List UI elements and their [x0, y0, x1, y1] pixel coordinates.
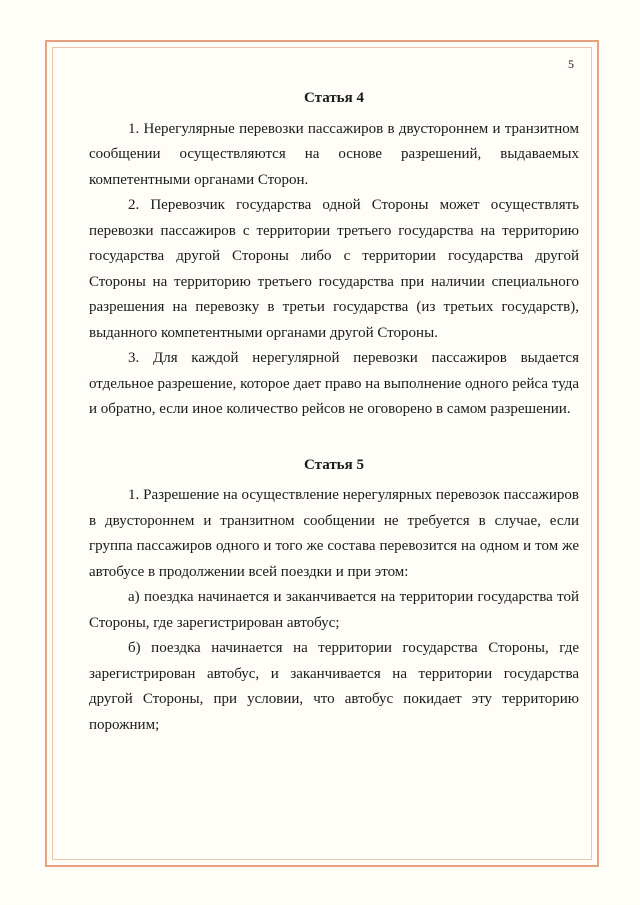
- article-5-heading: Статья 5: [304, 456, 364, 473]
- article-5-item-b: б) поездка начинается на территории государства Стороны, где зарегистрирован автобус, и заканчивается на территории государства другой Стороны, при условии, что автобус покидает эту территорию порожним;: [89, 640, 579, 733]
- article-4-heading: Статья 4: [304, 90, 364, 106]
- article-5-paragraph-1: 1. Разрешение на осуществление нерегулярных перевозок пассажиров в двустороннем и транзитном сообщении не требуется в случае, если группа пассажиров одного и того же состава перевозится на одном и том же автобусе в продолжении всей поездки и при этом:: [89, 487, 579, 580]
- page-number: 5: [568, 57, 574, 71]
- article-4-paragraph-3: 3. Для каждой нерегулярной перевозки пассажиров выдается отдельное разрешение, которое дает право на выполнение одного рейса туда и обратно, если иное количество рейсов не оговорено в самом разрешении.: [89, 350, 579, 417]
- article-5-item-a: а) поездка начинается и заканчивается на территории государства той Стороны, где зарегистрирован автобус;: [89, 589, 579, 631]
- article-4-paragraph-2: 2. Перевозчик государства одной Стороны может осуществлять перевозки пассажиров с территории третьего государства на территорию государства другой Стороны либо с территории государства другой Стороны на территорию третьего государства при наличии специального разрешения на перевозку в третьи государства (из третьих государств), выданного компетентными органами другой Стороны.: [89, 197, 579, 341]
- article-4-paragraph-1: 1. Нерегулярные перевозки пассажиров в двустороннем и транзитном сообщении осуществляются на основе разрешений, выдаваемых компетентными органами Сторон.: [89, 120, 579, 188]
- document-body: [89, 86, 579, 738]
